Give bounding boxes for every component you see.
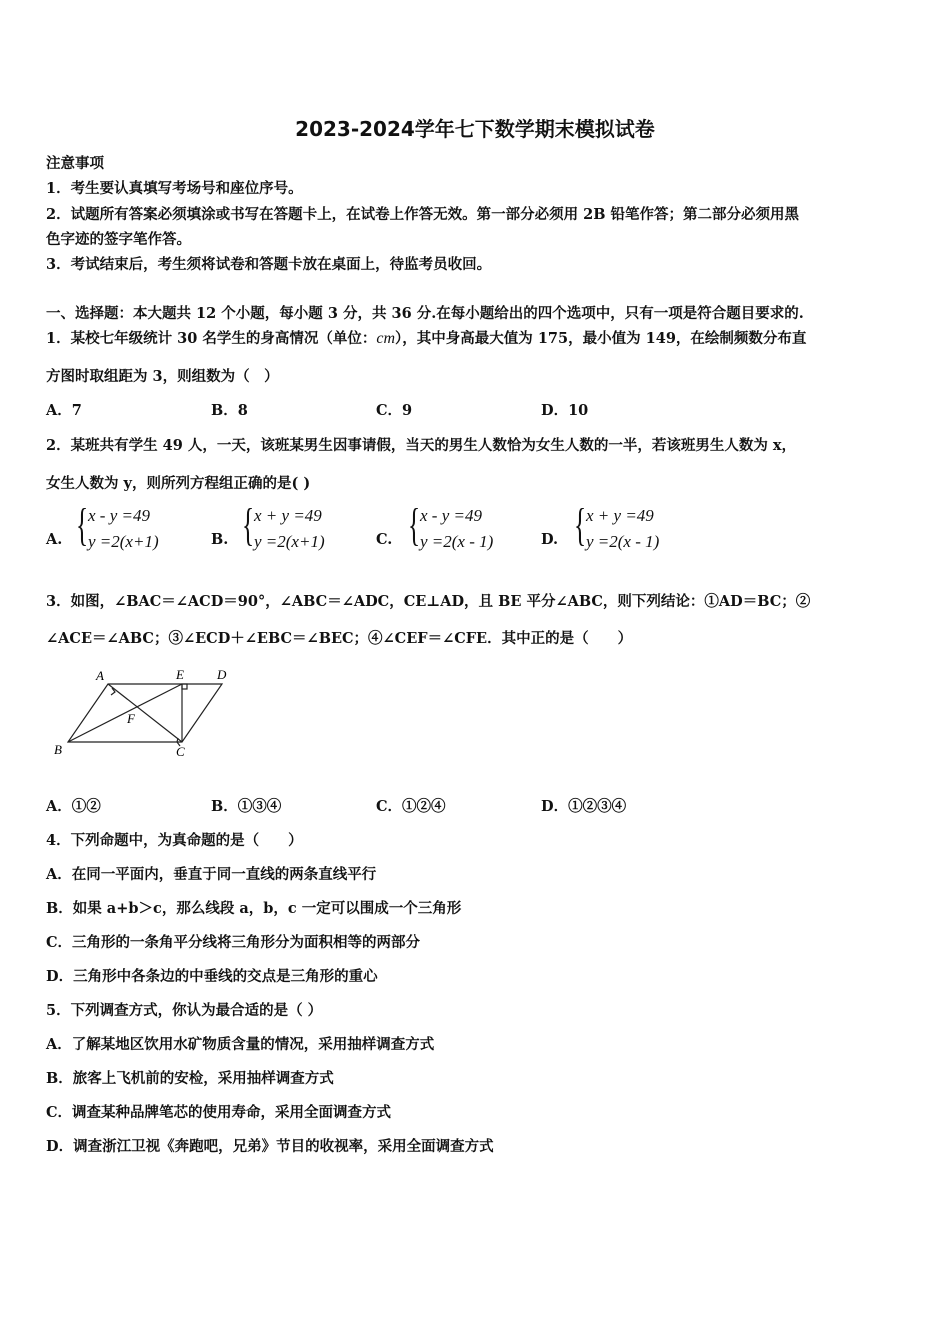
point-label-a: A <box>96 668 104 683</box>
q2-option-b-system[interactable] <box>242 499 362 556</box>
equation-2: y =2(x - 1) <box>420 532 494 551</box>
q5-option-b[interactable]: B．旅客上飞机前的安检，采用抽样调查方式 <box>46 1070 334 1087</box>
question-3-stem: 3．如图，∠BAC＝∠ACD＝90°，∠ABC＝∠ADC，CE⊥AD，且 BE 平分∠ABC，则下列结论：①AD＝BC；② <box>46 593 811 610</box>
notice-item: 3．考试结束后，考生须将试卷和答题卡放在桌面上，待监考员收回。 <box>46 256 492 273</box>
point-label-e: E <box>176 667 184 682</box>
q2-option-d-label[interactable]: D. <box>541 531 559 548</box>
exam-title: 2023-2024学年七下数学期末模拟试卷 <box>295 117 655 141</box>
equation-2: y =2(x+1) <box>254 532 325 551</box>
notice-item: 2．试题所有答案必须填涂或书写在答题卡上，在试卷上作答无效。第一部分必须用 2B 铅笔作答；第二部分必须用黑 <box>46 206 800 223</box>
q3-option-c[interactable]: C．①②④ <box>376 798 446 815</box>
question-2-stem-line2: 女生人数为 y，则所列方程组正确的是( ) <box>46 475 311 492</box>
question-2-stem: 2．某班共有学生 49 人，一天，该班某男生因事请假，当天的男生人数恰为女生人数的一半，若该班男生人数为 x， <box>46 437 797 454</box>
equation-1: x - y =49 <box>88 506 150 525</box>
notice-item: 1．考生要认真填写考场号和座位序号。 <box>46 180 303 197</box>
q4-option-b[interactable]: B．如果 a+b＞c，那么线段 a，b，c 一定可以围成一个三角形 <box>46 900 462 917</box>
point-label-b: B <box>54 742 62 757</box>
brace-icon: { <box>574 499 587 550</box>
brace-icon: { <box>76 499 89 550</box>
q2-option-a-system[interactable] <box>76 499 196 556</box>
section-heading: 一、选择题：本大题共 12 个小题，每小题 3 分，共 36 分.在每小题给出的四个选项中，只有一项是符合题目要求的. <box>46 305 804 322</box>
question-1-text-b: ），其中身高最大值为 175，最小值为 149，在绘制频数分布直 <box>395 330 807 347</box>
question-1-text-a: 1．某校七年级统计 30 名学生的身高情况（单位： <box>46 330 377 347</box>
q5-option-a[interactable]: A．了解某地区饮用水矿物质含量的情况，采用抽样调查方式 <box>46 1036 435 1053</box>
q2-option-c-label[interactable]: C. <box>376 531 393 548</box>
q2-option-d-system[interactable] <box>574 499 694 556</box>
q4-option-a[interactable]: A．在同一平面内，垂直于同一直线的两条直线平行 <box>46 866 377 883</box>
geometry-figure <box>46 660 246 765</box>
q3-option-d[interactable]: D．①②③④ <box>541 798 627 815</box>
q1-option-b[interactable]: B．8 <box>211 402 248 419</box>
q1-option-c[interactable]: C．9 <box>376 402 413 419</box>
question-1-stem <box>46 327 806 348</box>
notice-heading: 注意事项 <box>46 155 104 172</box>
equation-2: y =2(x - 1) <box>586 532 660 551</box>
right-angle-mark-e <box>182 684 187 689</box>
question-3-stem-line2: ∠ACE＝∠ABC；③∠ECD＋∠EBC＝∠BEC；④∠CEF＝∠CFE．其中正的是（ ） <box>46 630 633 647</box>
equation-2: y =2(x+1) <box>88 532 159 551</box>
brace-icon: { <box>242 499 255 550</box>
question-4-stem: 4．下列命题中，为真命题的是（ ） <box>46 832 303 849</box>
q1-option-d[interactable]: D．10 <box>541 402 589 419</box>
equation-1: x + y =49 <box>254 506 322 525</box>
point-label-f: F <box>127 711 135 726</box>
notice-item: 色字迹的签字笔作答。 <box>46 231 191 248</box>
segment-be <box>68 684 182 742</box>
q2-option-a-label[interactable]: A. <box>46 531 63 548</box>
q2-option-b-label[interactable]: B. <box>211 531 229 548</box>
point-label-c: C <box>176 744 185 759</box>
q4-option-c[interactable]: C．三角形的一条角平分线将三角形分为面积相等的两部分 <box>46 934 421 951</box>
q3-option-b[interactable]: B．①③④ <box>211 798 282 815</box>
q1-option-a[interactable]: A．7 <box>46 402 82 419</box>
point-label-d: D <box>217 667 227 682</box>
q5-option-d[interactable]: D．调查浙江卫视《奔跑吧，兄弟》节目的收视率，采用全面调查方式 <box>46 1138 494 1155</box>
q3-option-a[interactable]: A．①② <box>46 798 101 815</box>
equation-1: x - y =49 <box>420 506 482 525</box>
q4-option-d[interactable]: D．三角形中各条边的中垂线的交点是三角形的重心 <box>46 968 378 985</box>
equation-1: x + y =49 <box>586 506 654 525</box>
segment-ac <box>108 684 182 742</box>
question-1-stem-line2: 方图时取组距为 3，则组数为（ ） <box>46 368 279 385</box>
q5-option-c[interactable]: C．调查某种品牌笔芯的使用寿命，采用全面调查方式 <box>46 1104 392 1121</box>
brace-icon: { <box>408 499 421 550</box>
unit-cm: cm <box>376 330 396 347</box>
question-5-stem: 5．下列调查方式，你认为最合适的是（ ） <box>46 1002 323 1019</box>
q2-option-c-system[interactable] <box>408 499 528 556</box>
